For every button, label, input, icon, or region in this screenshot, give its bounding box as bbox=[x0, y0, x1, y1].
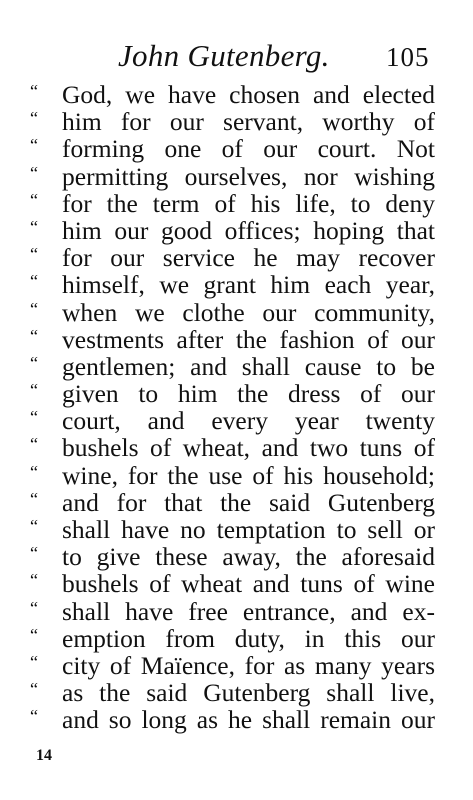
quotation-mark: “ bbox=[30, 651, 38, 672]
text-line bbox=[30, 163, 435, 190]
text-line bbox=[30, 271, 435, 298]
line-text: shall have free entrance, and ex- bbox=[62, 596, 435, 626]
quotation-mark: “ bbox=[30, 570, 38, 591]
signature-mark: 14 bbox=[36, 747, 52, 764]
quotation-mark: “ bbox=[30, 407, 38, 428]
text-line bbox=[30, 652, 435, 679]
line-text: permitting ourselves, nor wishing bbox=[62, 161, 435, 191]
line-text: city of Maïence, for as many years bbox=[62, 650, 435, 680]
text-line bbox=[30, 244, 435, 271]
quotation-mark: “ bbox=[30, 108, 38, 129]
line-text: him for our servant, worthy of bbox=[62, 107, 435, 137]
text-line bbox=[30, 489, 435, 516]
quotation-mark: “ bbox=[30, 624, 38, 645]
text-line bbox=[30, 706, 435, 733]
quotation-mark: “ bbox=[30, 325, 38, 346]
text-line bbox=[30, 135, 435, 162]
text-line bbox=[30, 516, 435, 543]
quotation-mark: “ bbox=[30, 543, 38, 564]
text-line bbox=[30, 625, 435, 652]
quotation-mark: “ bbox=[30, 216, 38, 237]
line-text: forming one of our court. Not bbox=[62, 134, 435, 164]
text-line bbox=[30, 462, 435, 489]
quotation-mark: “ bbox=[30, 679, 38, 700]
text-line bbox=[30, 81, 435, 108]
quotation-mark: “ bbox=[30, 352, 38, 373]
quotation-mark: “ bbox=[30, 189, 38, 210]
line-text: for our service he may recover bbox=[62, 243, 435, 273]
text-line bbox=[30, 326, 435, 353]
running-title: John Gutenberg. bbox=[118, 38, 330, 73]
text-line bbox=[30, 108, 435, 135]
line-text: bushels of wheat and tuns of wine bbox=[62, 569, 435, 599]
line-text: himself, we grant him each year, bbox=[62, 270, 435, 300]
text-line bbox=[30, 570, 435, 597]
line-text: and for that the said Gutenberg bbox=[62, 487, 435, 517]
line-text: vestments after the fashion of our bbox=[62, 324, 435, 354]
quotation-mark: “ bbox=[30, 706, 38, 727]
quotation-mark: “ bbox=[30, 434, 38, 455]
line-text: to give these away, the aforesaid bbox=[62, 542, 435, 572]
line-text: gentlemen; and shall cause to be bbox=[62, 351, 435, 381]
body-text bbox=[30, 81, 435, 734]
line-text: given to him the dress of our bbox=[62, 379, 435, 409]
text-line bbox=[30, 543, 435, 570]
quotation-mark: “ bbox=[30, 162, 38, 183]
text-line bbox=[30, 353, 435, 380]
quotation-mark: “ bbox=[30, 271, 38, 292]
line-text: for the term of his life, to deny bbox=[62, 188, 435, 218]
line-text: wine, for the use of his household; bbox=[62, 460, 435, 490]
text-line bbox=[30, 217, 435, 244]
line-text: when we clothe our community, bbox=[62, 297, 435, 327]
text-line bbox=[30, 190, 435, 217]
text-line bbox=[30, 380, 435, 407]
line-text: God, we have chosen and elected bbox=[62, 80, 435, 109]
line-text: court, and every year twenty bbox=[62, 406, 435, 436]
text-line bbox=[30, 434, 435, 461]
text-line bbox=[30, 598, 435, 625]
quotation-mark: “ bbox=[30, 298, 38, 319]
quotation-mark: “ bbox=[30, 516, 38, 536]
quotation-mark: “ bbox=[30, 135, 38, 156]
quotation-mark: “ bbox=[30, 461, 38, 482]
text-line bbox=[30, 299, 435, 326]
line-text: him our good offices; hoping that bbox=[62, 215, 435, 245]
text-line bbox=[30, 407, 435, 434]
quotation-mark: “ bbox=[30, 81, 38, 101]
quotation-mark: “ bbox=[30, 488, 38, 509]
running-head bbox=[118, 38, 438, 78]
line-text: shall have no temptation to sell or bbox=[62, 515, 435, 544]
text-line bbox=[30, 679, 435, 706]
quotation-mark: “ bbox=[30, 597, 38, 618]
line-text: as the said Gutenberg shall live, bbox=[62, 678, 435, 708]
quotation-mark: “ bbox=[30, 380, 38, 401]
line-text: emption from duty, in this our bbox=[62, 623, 435, 653]
line-text: bushels of wheat, and two tuns of bbox=[62, 433, 435, 463]
page-number: 105 bbox=[386, 42, 430, 72]
quotation-mark: “ bbox=[30, 244, 38, 265]
line-text: and so long as he shall remain our bbox=[62, 705, 435, 735]
